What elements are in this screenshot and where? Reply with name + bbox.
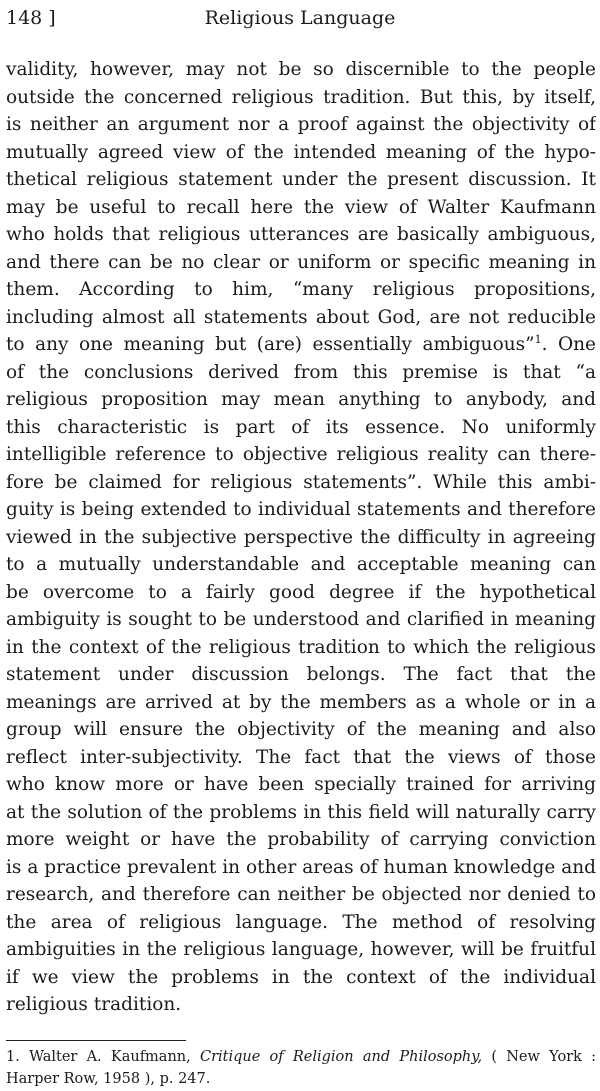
text-line: who holds that religious utterances are basically ambiguous, — [6, 224, 596, 245]
body-paragraph — [6, 56, 596, 1019]
text-line: meanings are arrived at by the members as a whole or in a — [6, 691, 596, 713]
text-line: is a practice prevalent in other areas of human knowledge and — [6, 856, 596, 878]
text-line: if we view the problems in the context of the individual — [6, 966, 596, 988]
text-line-with-footnote — [6, 331, 596, 359]
text-fragment: to any one meaning but (are) essentially ambiguous” — [6, 334, 535, 355]
text-line: more weight or have the probability of carrying conviction — [6, 829, 596, 850]
text-line: may be useful to recall here the view of Walter Kaufmann — [6, 196, 596, 218]
text-line: statement under discussion belongs. The fact that the — [6, 664, 596, 685]
text-line: the area of religious language. The method of resolving — [6, 911, 596, 933]
text-line: outside the concerned religious tradition. But this, by itself, — [6, 86, 596, 108]
footnote — [6, 1046, 596, 1090]
text-line: intelligible reference to objective religious reality can there- — [6, 444, 596, 465]
text-line: religious proposition may mean anything to anybody, and — [6, 389, 596, 410]
text-line: of the conclusions derived from this premise is that “a — [6, 361, 596, 383]
text-line: validity, however, may not be so discernible to the people — [6, 59, 596, 80]
footnote-number: 1. — [6, 1049, 20, 1065]
text-line: research, and therefore can neither be objected nor denied to — [6, 884, 596, 905]
running-title: Religious Language — [204, 7, 396, 29]
text-line: is neither an argument nor a proof against the objectivity of — [6, 114, 596, 135]
footnote-publisher-start: ( New York : — [491, 1049, 597, 1065]
text-line: including almost all statements about God, are not reducible — [6, 306, 596, 328]
text-line: religious tradition. — [6, 994, 182, 1015]
footnote-line — [6, 1046, 596, 1068]
text-line: be overcome to a fairly good degree if the hypothetical — [6, 581, 596, 603]
running-head — [6, 4, 594, 32]
text-line: ambiguity is sought to be understood and clarified in meaning — [6, 609, 596, 630]
footnote-reference[interactable]: 1 — [534, 332, 542, 346]
page-number: 148 ] — [6, 7, 56, 29]
text-line: group will ensure the objectivity of the meaning and also — [6, 719, 596, 740]
text-line: viewed in the subjective perspective the difficulty in agreeing — [6, 526, 596, 548]
text-line: ambiguities in the religious language, however, will be fruitful — [6, 939, 596, 960]
footnote-book-title: Critique of Religion and Philosophy, — [199, 1049, 483, 1065]
text-line: at the solution of the problems in this field will naturally carry — [6, 801, 596, 823]
footnote-author: Walter A. Kaufmann, — [29, 1049, 191, 1065]
text-line: who know more or have been specially trained for arriving — [6, 774, 596, 795]
text-line: in the context of the religious tradition to which the religious — [6, 636, 596, 658]
text-line: and there can be no clear or uniform or specific meaning in — [6, 251, 596, 273]
text-line: reflect inter-subjectivity. The fact that the views of those — [6, 746, 596, 768]
text-line: to a mutually understandable and acceptable meaning can — [6, 554, 596, 575]
text-line: mutually agreed view of the intended meaning of the hypo- — [6, 141, 596, 163]
text-line: this characteristic is part of its essence. No uniformly — [6, 416, 596, 438]
footnote-line: Harper Row, 1958 ), p. 247. — [6, 1071, 211, 1087]
text-line: guity is being extended to individual statements and therefore — [6, 499, 596, 520]
text-line: them. According to him, “many religious propositions, — [6, 279, 596, 300]
text-fragment: . One — [541, 334, 596, 355]
text-line: thetical religious statement under the present discussion. It — [6, 169, 596, 190]
footnote-divider — [6, 1040, 186, 1041]
text-line: fore be claimed for religious statements”. While this ambi- — [6, 471, 596, 493]
